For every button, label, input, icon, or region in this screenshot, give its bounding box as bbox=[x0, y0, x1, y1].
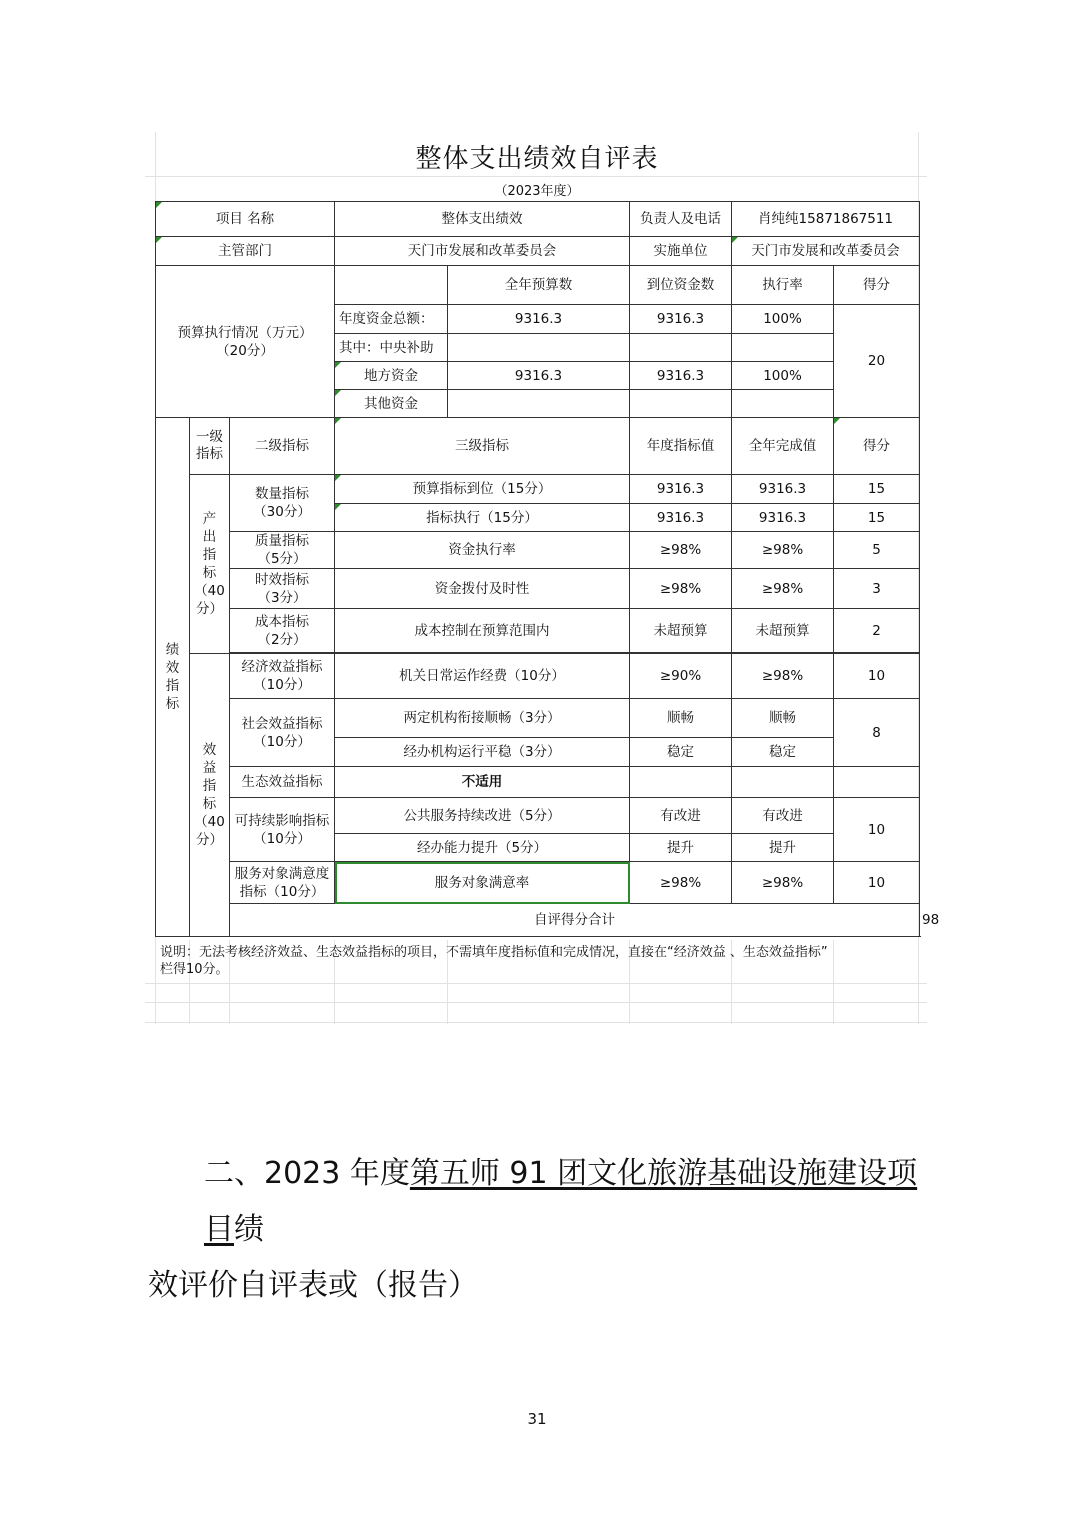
quantity-indicator: 数量指标 （30分） bbox=[230, 475, 335, 532]
dept-value: 天门市发展和改革委员会 bbox=[335, 237, 630, 266]
econ-level3: 机关日常运作经费（10分） bbox=[335, 654, 630, 699]
unit-value: 天门市发展和改革委员会 bbox=[732, 237, 920, 266]
budget-row-received: 9316.3 bbox=[630, 305, 732, 334]
q2-target: 9316.3 bbox=[630, 504, 732, 532]
p2-level3: 经办能力提升（5分） bbox=[335, 834, 630, 862]
table-note bbox=[160, 944, 916, 978]
budget-blank-header bbox=[335, 266, 448, 305]
budget-row-label: 其他资金 bbox=[335, 390, 448, 418]
heading-prefix: 二、2023 年度 bbox=[204, 1156, 410, 1191]
s2-done: 稳定 bbox=[732, 738, 834, 767]
time-level3: 资金拨付及时性 bbox=[335, 569, 630, 609]
benefit-indicator-label: 效 益 指 标 （40 分） bbox=[190, 654, 230, 937]
budget-label-score: （20分） bbox=[216, 342, 274, 359]
performance-indicator-label: 绩 效 指 标 bbox=[156, 418, 190, 937]
heading-suffix: 绩 bbox=[234, 1212, 264, 1247]
budget-row-received bbox=[630, 390, 732, 418]
budget-score: 20 bbox=[834, 305, 920, 418]
budget-row-rate bbox=[732, 390, 834, 418]
note-line-1: 说明：无法考核经济效益、生态效益指标的项目，不需填年度指标值和完成情况，直接在“经济效益 、生态效益指标” bbox=[160, 945, 828, 960]
budget-label bbox=[156, 266, 335, 418]
eco-indicator: 生态效益指标 bbox=[230, 767, 335, 798]
eco-level3: 不适用 bbox=[335, 767, 630, 798]
col-level3: 三级指标 bbox=[335, 418, 630, 475]
heading-line-2: 效评价自评表或（报告） bbox=[148, 1268, 478, 1303]
econ-score: 10 bbox=[834, 654, 920, 699]
satisfaction-level3[interactable]: 服务对象满意率 bbox=[335, 862, 630, 904]
sustain-indicator: 可持续影响指标 （10分） bbox=[230, 798, 335, 862]
p1-level3: 公共服务持续改进（5分） bbox=[335, 798, 630, 834]
quality-level3: 资金执行率 bbox=[335, 532, 630, 569]
p2-done: 提升 bbox=[732, 834, 834, 862]
econ-done: ≥98% bbox=[732, 654, 834, 699]
budget-row-budget bbox=[448, 390, 630, 418]
sustain-score: 10 bbox=[834, 798, 920, 862]
q2-done: 9316.3 bbox=[732, 504, 834, 532]
budget-row-received: 9316.3 bbox=[630, 362, 732, 390]
col-score: 得分 bbox=[834, 266, 920, 305]
total-label: 自评得分合计 bbox=[230, 904, 920, 937]
time-target: ≥98% bbox=[630, 569, 732, 609]
q1-score: 15 bbox=[834, 475, 920, 504]
time-score: 3 bbox=[834, 569, 920, 609]
heading-underlined: 第五师 91 团文化旅游基础设施建设项目 bbox=[204, 1156, 918, 1247]
econ-target: ≥90% bbox=[630, 654, 732, 699]
col-score-ind: 得分 bbox=[834, 418, 920, 475]
project-name-label: 项目 名称 bbox=[156, 202, 335, 237]
col-level2: 二级指标 bbox=[230, 418, 335, 475]
table-title: 整体支出绩效自评表 bbox=[415, 144, 659, 174]
quality-target: ≥98% bbox=[630, 532, 732, 569]
dept-label: 主管部门 bbox=[156, 237, 335, 266]
s2-level3: 经办机构运行平稳（3分） bbox=[335, 738, 630, 767]
s2-target: 稳定 bbox=[630, 738, 732, 767]
eco-score bbox=[834, 767, 920, 798]
budget-row-rate bbox=[732, 334, 834, 362]
s1-done: 顺畅 bbox=[732, 699, 834, 738]
budget-row-rate: 100% bbox=[732, 362, 834, 390]
note-line-2: 栏得10分。 bbox=[160, 962, 229, 977]
p2-target: 提升 bbox=[630, 834, 732, 862]
q2-score: 15 bbox=[834, 504, 920, 532]
time-indicator: 时效指标 （3分） bbox=[230, 569, 335, 609]
budget-label-text: 预算执行情况（万元） bbox=[177, 324, 313, 341]
project-name-value: 整体支出绩效 bbox=[335, 202, 630, 237]
eco-done bbox=[732, 767, 834, 798]
col-target: 年度指标值 bbox=[630, 418, 732, 475]
p1-done: 有改进 bbox=[732, 798, 834, 834]
col-received: 到位资金数 bbox=[630, 266, 732, 305]
section-heading bbox=[148, 1146, 938, 1314]
satisfaction-done: ≥98% bbox=[732, 862, 834, 904]
quality-score: 5 bbox=[834, 532, 920, 569]
eco-target bbox=[630, 767, 732, 798]
s1-level3: 两定机构衔接顺畅（3分） bbox=[335, 699, 630, 738]
q1-level3: 预算指标到位（15分） bbox=[335, 475, 630, 504]
contact-label: 负责人及电话 bbox=[630, 202, 732, 237]
budget-row-label: 地方资金 bbox=[335, 362, 448, 390]
budget-row-received bbox=[630, 334, 732, 362]
satisfaction-target: ≥98% bbox=[630, 862, 732, 904]
self-evaluation-table: 项目 名称 整体支出绩效 负责人及电话 肖纯纯15871867511 主管部门 天门市发展和改革委员会 实施单位 天门市发展和改革委员会 预算执行情况（万元） （20分） 全年预算数 到位资金数 执行率 得分 年度资金总额： 9316.3 9316.3 100% 20 其中：中央补助 地方资金 9316.3 9316.3 100% 其他资金 绩 效 指 标 一级指标 二级指标 三级指标 年度指标值 全年完成值 得分 产 出 指 标 （40 分） 数量指标 （30分） 预算指标到位（15分） 9316.3 9316.3 15 指标执行（15分） 9316.3 9316.3 15 质量指标 （5分） 资金执行率 ≥98% ≥98% 5 时效指标 （3分） 资金拨付及时性 ≥98% ≥98% 3 成本指标 （2分） 成本控制在预算范围内 未超预算 未超预算 2 效 益 指 标 （40 分） 经济效益指标 （10分） 机关日常运作经费（10分） ≥90% ≥98% 10 社会效益指标 （10分） 两定机构衔接顺畅（3分） 顺畅 顺畅 8 经办机构运行平稳（3分） 稳定 稳定 生态效益指标 不适用 可持续影响指标 （10分） 公共服务持续改进（5分） 有改进 有改进 10 经办能力提升（5分） 提升 提升 服务对象满意度 指标（10分） 服务对象满意率 ≥98% ≥98% 10 自评得分合计 98 bbox=[155, 201, 920, 937]
satisfaction-indicator: 服务对象满意度 指标（10分） bbox=[230, 862, 335, 904]
time-done: ≥98% bbox=[732, 569, 834, 609]
q1-done: 9316.3 bbox=[732, 475, 834, 504]
budget-row-label: 年度资金总额： bbox=[335, 305, 448, 334]
unit-label: 实施单位 bbox=[630, 237, 732, 266]
s1-target: 顺畅 bbox=[630, 699, 732, 738]
q1-target: 9316.3 bbox=[630, 475, 732, 504]
budget-row-budget: 9316.3 bbox=[448, 362, 630, 390]
econ-indicator: 经济效益指标 （10分） bbox=[230, 654, 335, 699]
budget-row-budget: 9316.3 bbox=[448, 305, 630, 334]
col-done: 全年完成值 bbox=[732, 418, 834, 475]
output-indicator-label: 产 出 指 标 （40 分） bbox=[190, 475, 230, 654]
quality-indicator: 质量指标 （5分） bbox=[230, 532, 335, 569]
budget-row-label: 其中：中央补助 bbox=[335, 334, 448, 362]
budget-row-rate: 100% bbox=[732, 305, 834, 334]
quality-done: ≥98% bbox=[732, 532, 834, 569]
col-budget: 全年预算数 bbox=[448, 266, 630, 305]
col-level1: 一级指标 bbox=[190, 418, 230, 475]
page-number: 31 bbox=[527, 1410, 547, 1428]
col-rate: 执行率 bbox=[732, 266, 834, 305]
social-indicator: 社会效益指标 （10分） bbox=[230, 699, 335, 767]
cost-done: 未超预算 bbox=[732, 609, 834, 653]
cost-score: 2 bbox=[834, 609, 920, 653]
satisfaction-score: 10 bbox=[834, 862, 920, 904]
q2-level3: 指标执行（15分） bbox=[335, 504, 630, 532]
cost-indicator: 成本指标 （2分） bbox=[230, 609, 335, 653]
budget-row-budget bbox=[448, 334, 630, 362]
cost-target: 未超预算 bbox=[630, 609, 732, 653]
table-subtitle: （2023年度） bbox=[494, 184, 580, 199]
contact-value: 肖纯纯15871867511 bbox=[732, 202, 920, 237]
social-score: 8 bbox=[834, 699, 920, 767]
p1-target: 有改进 bbox=[630, 798, 732, 834]
cost-level3: 成本控制在预算范围内 bbox=[335, 609, 630, 653]
